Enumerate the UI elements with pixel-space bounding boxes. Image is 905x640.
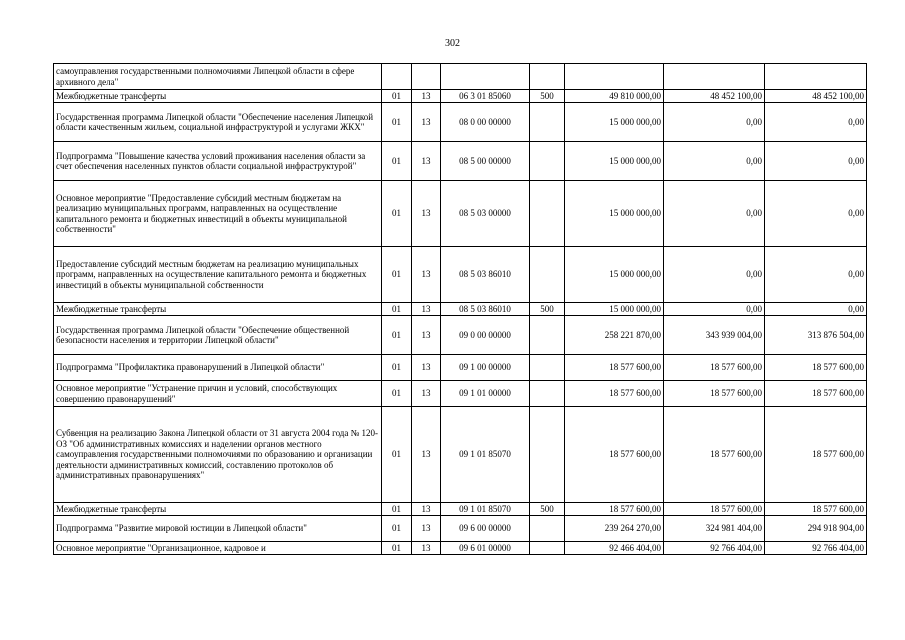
row-year2: 18 577 600,00: [664, 381, 765, 407]
table-row: [54, 247, 867, 303]
row-year2: 18 577 600,00: [664, 407, 765, 503]
row-gr: 01: [382, 516, 412, 542]
row-csr: 09 1 00 00000: [441, 355, 530, 381]
row-csr: 08 5 03 86010: [441, 303, 530, 316]
row-year2: 0,00: [664, 303, 765, 316]
row-csr: 09 1 01 85070: [441, 407, 530, 503]
row-vr: 500: [530, 503, 565, 516]
row-gr: 01: [382, 381, 412, 407]
row-pr: 13: [412, 103, 441, 142]
row-csr: 09 6 01 00000: [441, 542, 530, 555]
row-csr: 08 0 00 00000: [441, 103, 530, 142]
row-csr: 09 0 00 00000: [441, 316, 530, 355]
row-year1: 18 577 600,00: [565, 407, 664, 503]
row-pr: 13: [412, 542, 441, 555]
row-vr: [530, 103, 565, 142]
row-year1: 18 577 600,00: [565, 381, 664, 407]
row-year2: [664, 64, 765, 90]
row-name: Межбюджетные трансферты: [54, 303, 382, 316]
row-name: Основное мероприятие "Организационное, кадровое и: [54, 542, 382, 555]
table-row: [54, 64, 867, 90]
row-name: Подпрограмма "Профилактика правонарушений в Липецкой области": [54, 355, 382, 381]
row-pr: 13: [412, 407, 441, 503]
row-year2: 48 452 100,00: [664, 90, 765, 103]
row-gr: 01: [382, 542, 412, 555]
row-year1: 18 577 600,00: [565, 503, 664, 516]
table-row: [54, 355, 867, 381]
row-year3: 0,00: [765, 181, 867, 247]
row-gr: 01: [382, 303, 412, 316]
row-vr: [530, 64, 565, 90]
row-year2: 343 939 004,00: [664, 316, 765, 355]
row-vr: [530, 381, 565, 407]
row-gr: 01: [382, 316, 412, 355]
row-name: Субвенция на реализацию Закона Липецкой области от 31 августа 2004 года № 120-ОЗ "Об административных комиссиях и наделении органов местного самоуправления государственными полномочиями по образованию и организации деятельности административных комиссий, составлению протоколов об административных правонарушениях": [54, 407, 382, 503]
row-year1: 15 000 000,00: [565, 303, 664, 316]
row-gr: 01: [382, 407, 412, 503]
row-csr: 09 6 00 00000: [441, 516, 530, 542]
row-pr: [412, 64, 441, 90]
row-csr: 09 1 01 85070: [441, 503, 530, 516]
row-vr: [530, 516, 565, 542]
row-gr: 01: [382, 355, 412, 381]
row-pr: 13: [412, 181, 441, 247]
row-year2: 0,00: [664, 181, 765, 247]
table-row: [54, 103, 867, 142]
row-year2: 92 766 404,00: [664, 542, 765, 555]
row-year1: [565, 64, 664, 90]
row-csr: 08 5 03 86010: [441, 247, 530, 303]
row-year2: 18 577 600,00: [664, 503, 765, 516]
row-year3: 18 577 600,00: [765, 355, 867, 381]
table-row: [54, 316, 867, 355]
row-name: Подпрограмма "Повышение качества условий проживания населения области за счет обеспечения населенных пунктов области социальной инфраструктурой": [54, 142, 382, 181]
row-year1: 258 221 870,00: [565, 316, 664, 355]
row-vr: [530, 247, 565, 303]
row-year3: 48 452 100,00: [765, 90, 867, 103]
row-pr: 13: [412, 247, 441, 303]
row-csr: 06 3 01 85060: [441, 90, 530, 103]
row-name: Основное мероприятие "Предоставление субсидий местным бюджетам на реализацию муниципальных программ, направленных на осуществление капитального ремонта и бюджетных инвестиций в объекты муниципальной собственности": [54, 181, 382, 247]
row-vr: 500: [530, 303, 565, 316]
row-pr: 13: [412, 503, 441, 516]
row-year1: 239 264 270,00: [565, 516, 664, 542]
row-year3: 0,00: [765, 142, 867, 181]
row-gr: 01: [382, 90, 412, 103]
row-name: Подпрограмма "Развитие мировой юстиции в Липецкой области": [54, 516, 382, 542]
table-row: [54, 542, 867, 555]
row-name: Государственная программа Липецкой области "Обеспечение населения Липецкой области качественным жильем, социальной инфраструктурой и услугами ЖКХ": [54, 103, 382, 142]
table-row: [54, 503, 867, 516]
row-year1: 18 577 600,00: [565, 355, 664, 381]
row-year1: 15 000 000,00: [565, 103, 664, 142]
row-year3: 18 577 600,00: [765, 503, 867, 516]
table-row: [54, 516, 867, 542]
row-vr: [530, 407, 565, 503]
row-gr: 01: [382, 103, 412, 142]
row-pr: 13: [412, 381, 441, 407]
row-gr: 01: [382, 142, 412, 181]
row-name: Государственная программа Липецкой области "Обеспечение общественной безопасности населения и территории Липецкой области": [54, 316, 382, 355]
row-name: самоуправления государственными полномочиями Липецкой области в сфере архивного дела": [54, 64, 382, 90]
row-csr: 08 5 03 00000: [441, 181, 530, 247]
row-year2: 0,00: [664, 142, 765, 181]
page-number: 302: [445, 38, 460, 49]
row-year2: 18 577 600,00: [664, 355, 765, 381]
row-year3: [765, 64, 867, 90]
row-year3: 92 766 404,00: [765, 542, 867, 555]
table-row: [54, 303, 867, 316]
row-csr: [441, 64, 530, 90]
row-year2: 0,00: [664, 247, 765, 303]
row-year3: 313 876 504,00: [765, 316, 867, 355]
table-row: [54, 381, 867, 407]
row-gr: [382, 64, 412, 90]
row-name: Межбюджетные трансферты: [54, 90, 382, 103]
row-year1: 49 810 000,00: [565, 90, 664, 103]
row-gr: 01: [382, 181, 412, 247]
row-year1: 15 000 000,00: [565, 247, 664, 303]
row-name: Основное мероприятие "Устранение причин и условий, способствующих совершению правонарушений": [54, 381, 382, 407]
row-year1: 15 000 000,00: [565, 181, 664, 247]
row-year1: 92 466 404,00: [565, 542, 664, 555]
row-pr: 13: [412, 90, 441, 103]
row-vr: [530, 142, 565, 181]
row-year3: 18 577 600,00: [765, 381, 867, 407]
budget-table: [53, 63, 867, 555]
table-row: [54, 181, 867, 247]
row-year3: 0,00: [765, 247, 867, 303]
row-year3: 294 918 904,00: [765, 516, 867, 542]
row-year2: 324 981 404,00: [664, 516, 765, 542]
row-vr: [530, 355, 565, 381]
row-year3: 0,00: [765, 103, 867, 142]
row-gr: 01: [382, 247, 412, 303]
row-year3: 0,00: [765, 303, 867, 316]
row-csr: 08 5 00 00000: [441, 142, 530, 181]
row-pr: 13: [412, 142, 441, 181]
row-pr: 13: [412, 516, 441, 542]
row-name: Межбюджетные трансферты: [54, 503, 382, 516]
table-row: [54, 90, 867, 103]
row-vr: [530, 316, 565, 355]
row-name: Предоставление субсидий местным бюджетам на реализацию муниципальных программ, направленных на осуществление капитального ремонта и бюджетных инвестиций в объекты муниципальной собственности: [54, 247, 382, 303]
row-pr: 13: [412, 355, 441, 381]
row-vr: 500: [530, 90, 565, 103]
row-vr: [530, 542, 565, 555]
row-vr: [530, 181, 565, 247]
row-pr: 13: [412, 303, 441, 316]
table-row: [54, 407, 867, 503]
table-row: [54, 142, 867, 181]
row-gr: 01: [382, 503, 412, 516]
row-year2: 0,00: [664, 103, 765, 142]
row-pr: 13: [412, 316, 441, 355]
row-year3: 18 577 600,00: [765, 407, 867, 503]
row-year1: 15 000 000,00: [565, 142, 664, 181]
row-csr: 09 1 01 00000: [441, 381, 530, 407]
